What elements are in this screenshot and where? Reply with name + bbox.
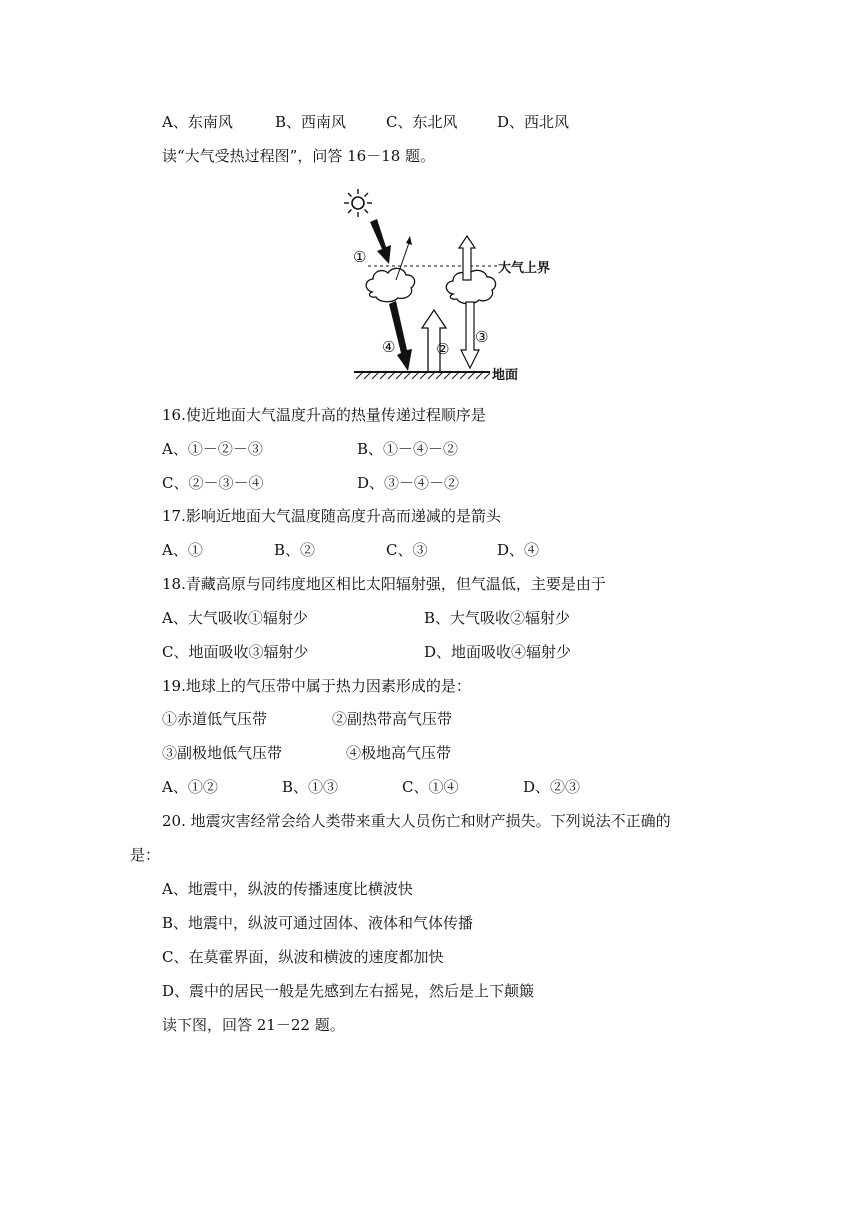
q16-option-b: B、①－④－② bbox=[357, 440, 459, 458]
intro-21-22: 读下图，回答 21－22 题。 bbox=[162, 1016, 345, 1034]
marker-1: ① bbox=[353, 248, 367, 266]
q15-option-b: B、西南风 bbox=[275, 113, 347, 131]
q16-option-a: A、①－②－③ bbox=[162, 440, 263, 458]
q15-option-a: A、东南风 bbox=[162, 113, 233, 131]
q19-stem: 19.地球上的气压带中属于热力因素形成的是： bbox=[162, 677, 471, 695]
atmosphere-heating-diagram bbox=[340, 180, 570, 385]
q19-item-1: ①赤道低气压带 bbox=[162, 710, 268, 728]
intro-16-18: 读“大气受热过程图”，问答 16－18 题。 bbox=[162, 147, 436, 165]
q18-stem: 18.青藏高原与同纬度地区相比太阳辐射强，但气温低，主要是由于 bbox=[162, 575, 606, 593]
q16-option-d: D、③－④－② bbox=[357, 474, 460, 492]
q19-option-a: A、①② bbox=[162, 778, 218, 796]
q18-option-b: B、大气吸收②辐射少 bbox=[424, 609, 571, 627]
q18-option-c: C、地面吸收③辐射少 bbox=[162, 643, 309, 661]
q20-option-c: C、在莫霍界面，纵波和横波的速度都加快 bbox=[162, 948, 444, 966]
q19-item-3: ③副极地低气压带 bbox=[162, 744, 283, 762]
q17-stem: 17.影响近地面大气温度随高度升高而递减的是箭头 bbox=[162, 507, 501, 525]
q20-option-a: A、地震中，纵波的传播速度比横波快 bbox=[162, 880, 413, 898]
q16-stem: 16.使近地面大气温度升高的热量传递过程顺序是 bbox=[162, 406, 486, 424]
q16-option-c: C、②－③－④ bbox=[162, 474, 264, 492]
q19-option-d: D、②③ bbox=[523, 778, 581, 796]
q20-stem-line2: 是： bbox=[130, 846, 161, 864]
q19-item-4: ④极地高气压带 bbox=[346, 744, 452, 762]
marker-2: ② bbox=[436, 340, 450, 358]
label-atmosphere-top: 大气上界 bbox=[498, 261, 551, 276]
q19-option-c: C、①④ bbox=[402, 778, 459, 796]
q17-option-a: A、① bbox=[162, 541, 203, 559]
q19-item-2: ②副热带高气压带 bbox=[332, 710, 453, 728]
sun-icon bbox=[344, 189, 372, 217]
q20-option-b: B、地震中，纵波可通过固体、液体和气体传播 bbox=[162, 914, 474, 932]
arrow-1 bbox=[370, 219, 391, 264]
q20-option-d: D、震中的居民一般是先感到左右摇晃，然后是上下颠簸 bbox=[162, 982, 535, 1000]
marker-4: ④ bbox=[382, 338, 396, 356]
arrow-4 bbox=[389, 301, 412, 371]
label-ground: 地面 bbox=[492, 368, 519, 383]
q19-option-b: B、①③ bbox=[282, 778, 339, 796]
q18-option-a: A、大气吸收①辐射少 bbox=[162, 609, 308, 627]
q17-option-c: C、③ bbox=[386, 541, 428, 559]
q17-option-d: D、④ bbox=[497, 541, 540, 559]
q18-option-d: D、地面吸收④辐射少 bbox=[424, 643, 572, 661]
q15-option-c: C、东北风 bbox=[386, 113, 458, 131]
marker-3: ③ bbox=[475, 328, 489, 346]
cloud-left bbox=[366, 268, 414, 301]
arrow-up-space bbox=[459, 236, 475, 280]
q17-option-b: B、② bbox=[274, 541, 316, 559]
q20-stem-line1: 20. 地震灾害经常会给人类带来重大人员伤亡和财产损失。下列说法不正确的 bbox=[162, 812, 671, 830]
q15-option-d: D、西北风 bbox=[497, 113, 570, 131]
